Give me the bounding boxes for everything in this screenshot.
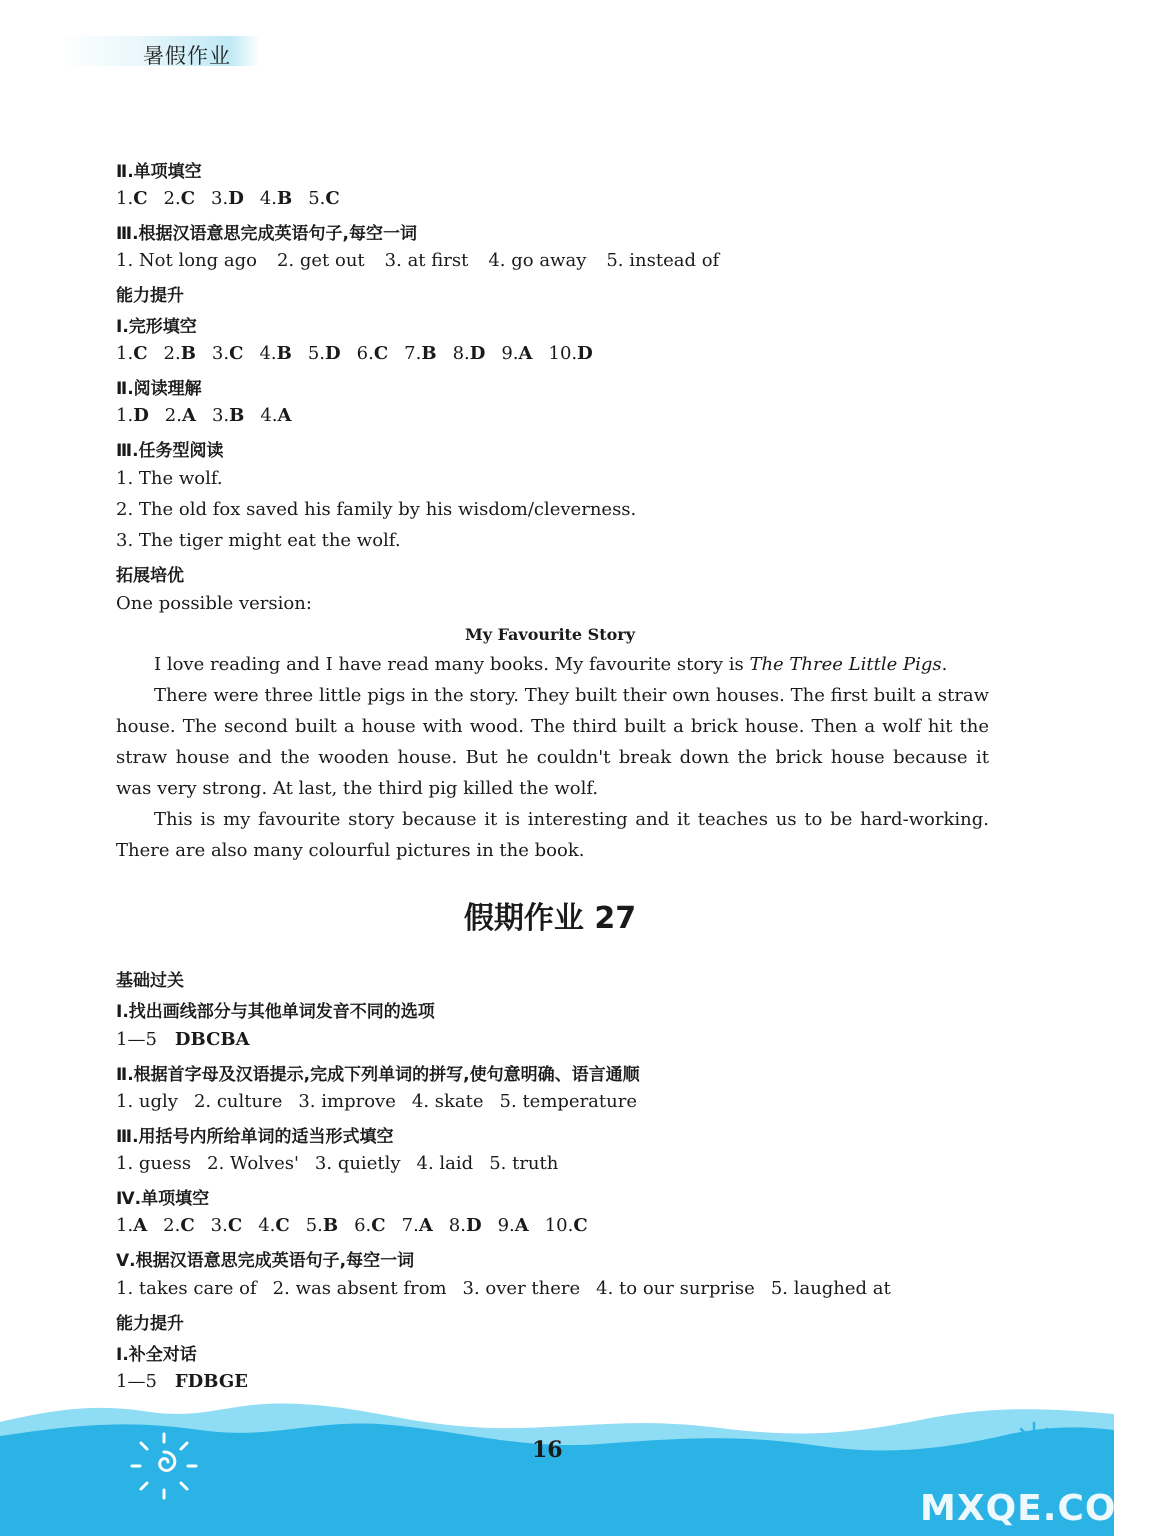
- answers-cloze: [116, 343, 609, 364]
- answer-letter: B: [421, 343, 437, 364]
- answer-item: 3. quietly: [314, 1153, 401, 1174]
- answer-number: 2.: [163, 188, 181, 209]
- answer-item: 1. takes care of: [116, 1278, 257, 1299]
- answer-item: 3. improve: [298, 1091, 396, 1112]
- answer-item: [258, 1215, 290, 1236]
- task-answer-2: 2. The old fox saved his family by his wisdom/cleverness.: [116, 499, 637, 520]
- answer-letter: D: [228, 188, 244, 209]
- answer-letter: B: [229, 405, 245, 426]
- answer-number: 7.: [404, 343, 422, 364]
- answer-item: [545, 1215, 588, 1236]
- heading-phonics: Ⅰ.找出画线部分与其他单词发音不同的选项: [116, 1002, 435, 1022]
- answers-translate-2: [116, 1278, 907, 1299]
- answer-number: 1.: [116, 188, 134, 209]
- answer-letter: A: [133, 1215, 148, 1236]
- essay-p1-book-title: The Three Little Pigs: [749, 654, 942, 675]
- answer-number: 7.: [401, 1215, 419, 1236]
- answer-letter: A: [518, 343, 533, 364]
- answer-item: 4. laid: [416, 1153, 474, 1174]
- answer-item: [165, 405, 196, 426]
- answer-letter: D: [465, 1215, 482, 1236]
- heading-extend: 拓展培优: [116, 566, 184, 586]
- answer-item: [116, 343, 148, 364]
- answer-item: [212, 405, 244, 426]
- answer-number: 8.: [452, 343, 470, 364]
- answer-letter: C: [180, 1215, 195, 1236]
- answer-number: 9.: [497, 1215, 515, 1236]
- answer-item: 5. temperature: [499, 1091, 637, 1112]
- essay-paragraph-3: This is my favourite story because it is interesting and it teaches us to be hard-working. There are also many colourful pictures in the book.: [116, 809, 989, 861]
- essay-p1-text: I love reading and I have read many books. My favourite story is: [154, 654, 750, 675]
- header-title: 暑假作业: [143, 44, 231, 68]
- answer-item: [402, 1215, 433, 1236]
- answer-item: [498, 1215, 529, 1236]
- answer-letter: D: [325, 343, 341, 364]
- answer-letter: A: [514, 1215, 529, 1236]
- heading-forms: Ⅲ.用括号内所给单词的适当形式填空: [116, 1127, 394, 1147]
- answer-item: [211, 188, 244, 209]
- task-answer-3: 3. The tiger might eat the wolf.: [116, 530, 401, 551]
- answer-item: [501, 343, 532, 364]
- answer-number: 1.: [116, 1215, 134, 1236]
- answer-item: [354, 1215, 386, 1236]
- answer-item: 5. truth: [489, 1153, 559, 1174]
- answer-letter: C: [180, 188, 196, 209]
- answer-item: 4. to our surprise: [596, 1278, 755, 1299]
- sun-icon-small: [1012, 1420, 1056, 1464]
- answer-item: [449, 1215, 482, 1236]
- answer-number: 9.: [501, 343, 519, 364]
- answer-item: 1. Not long ago: [116, 250, 257, 271]
- answer-number: 5.: [308, 188, 326, 209]
- answer-number: 8.: [448, 1215, 466, 1236]
- answers-phonics: [116, 1029, 250, 1050]
- answer-number: 5.: [305, 1215, 323, 1236]
- heading-single-choice-2: Ⅳ.单项填空: [116, 1189, 210, 1209]
- essay-paragraph-2: There were three little pigs in the story. They built their own houses. The first built a straw house. The second built a house with wood. The third built a brick house. Then a wolf hit the straw house and the wooden house. But he couldn't break down the brick house because it was very strong. At last, the third pig killed the wolf.: [116, 685, 989, 799]
- answer-item: 5. instead of: [606, 250, 720, 271]
- answer-item: 3. over there: [462, 1278, 581, 1299]
- answer-item: [308, 188, 340, 209]
- answer-letter: C: [371, 1215, 386, 1236]
- heading-translate-2: Ⅴ.根据汉语意思完成英语句子,每空一词: [116, 1251, 415, 1271]
- answers-forms: [116, 1153, 574, 1174]
- answer-item: [453, 343, 486, 364]
- answer-letter: A: [418, 1215, 433, 1236]
- answer-letter: B: [322, 1215, 339, 1236]
- phonics-range: 1—5: [116, 1029, 157, 1050]
- answer-item: [164, 343, 196, 364]
- answer-item: 5. laughed at: [770, 1278, 891, 1299]
- answer-item: 2. culture: [193, 1091, 283, 1112]
- heading-reading: Ⅱ.阅读理解: [116, 379, 202, 399]
- answer-letter: D: [133, 405, 149, 426]
- dialog-answer: FDBGE: [174, 1371, 248, 1392]
- answer-letter: C: [373, 343, 389, 364]
- watermark: MXQE.COM: [920, 1488, 1153, 1529]
- answer-item: [211, 1215, 243, 1236]
- answer-letter: C: [133, 188, 148, 209]
- answer-number: 3.: [210, 1215, 228, 1236]
- answer-item: [212, 343, 244, 364]
- answers-spelling: [116, 1091, 653, 1112]
- answer-item: [260, 188, 292, 209]
- answer-number: 4.: [259, 188, 278, 209]
- answer-letter: B: [277, 188, 293, 209]
- answer-number: 4.: [260, 405, 278, 426]
- answer-number: 4.: [258, 1215, 276, 1236]
- answer-letter: C: [227, 1215, 243, 1236]
- answer-letter: C: [325, 188, 340, 209]
- answer-number: 3.: [211, 405, 230, 426]
- answer-letter: C: [229, 343, 244, 364]
- answers-translate: [116, 250, 739, 271]
- answer-item: [357, 343, 389, 364]
- answers-reading: [116, 405, 308, 426]
- answer-letter: B: [180, 343, 196, 364]
- answer-item: [163, 1215, 195, 1236]
- assignment-title: 假期作业 27: [463, 901, 637, 936]
- page-number: 16: [532, 1437, 563, 1463]
- answer-item: [308, 343, 341, 364]
- answer-item: [164, 188, 196, 209]
- heading-ability-2: 能力提升: [116, 1314, 184, 1334]
- answer-item: [306, 1215, 338, 1236]
- answer-letter: B: [276, 343, 292, 364]
- phonics-answer: DBCBA: [174, 1029, 250, 1050]
- essay-title: My Favourite Story: [464, 625, 636, 644]
- version-label: One possible version:: [116, 593, 312, 614]
- answer-item: [259, 343, 291, 364]
- answer-number: 4.: [259, 343, 277, 364]
- dialog-range: 1—5: [116, 1371, 157, 1392]
- answer-number: 2.: [163, 343, 181, 364]
- answer-number: 5.: [307, 343, 326, 364]
- answer-item: [404, 343, 436, 364]
- heading-single-choice: Ⅱ.单项填空: [116, 162, 202, 182]
- answer-item: 3. at first: [384, 250, 469, 271]
- answer-number: 3.: [211, 343, 230, 364]
- answer-item: 1. ugly: [116, 1091, 178, 1112]
- essay-p1-end: .: [941, 654, 948, 675]
- answer-item: 2. get out: [276, 250, 365, 271]
- answer-item: 4. skate: [411, 1091, 484, 1112]
- answer-number: 6.: [356, 343, 374, 364]
- answer-item: [116, 405, 149, 426]
- answer-item: 2. Wolves': [207, 1153, 299, 1174]
- answer-letter: C: [275, 1215, 290, 1236]
- answers-single-choice-2: [116, 1215, 604, 1236]
- answer-letter: C: [573, 1215, 588, 1236]
- heading-spelling: Ⅱ.根据首字母及汉语提示,完成下列单词的拼写,使句意明确、语言通顺: [116, 1065, 640, 1085]
- essay-paragraph-1: [116, 649, 989, 680]
- answer-number: 2.: [164, 405, 182, 426]
- answer-letter: A: [181, 405, 196, 426]
- answer-item: 1. guess: [116, 1153, 192, 1174]
- heading-ability: 能力提升: [116, 286, 184, 306]
- answer-letter: D: [469, 343, 486, 364]
- answer-item: [260, 405, 291, 426]
- answer-item: [549, 343, 593, 364]
- answers-dialog: [116, 1371, 248, 1392]
- answer-number: 6.: [354, 1215, 372, 1236]
- answers-single-choice: [116, 188, 356, 209]
- answer-number: 3.: [211, 188, 229, 209]
- answer-number: 10.: [548, 343, 578, 364]
- answer-item: 4. go away: [488, 250, 587, 271]
- heading-basic: 基础过关: [116, 971, 184, 991]
- answer-number: 1.: [116, 405, 134, 426]
- heading-task-reading: Ⅲ.任务型阅读: [116, 441, 224, 461]
- heading-translate: Ⅲ.根据汉语意思完成英语句子,每空一词: [116, 224, 417, 244]
- answer-item: [116, 1215, 147, 1236]
- answer-letter: C: [133, 343, 148, 364]
- heading-dialog: Ⅰ.补全对话: [116, 1345, 197, 1365]
- answer-item: 2. was absent from: [272, 1278, 447, 1299]
- heading-cloze: Ⅰ.完形填空: [116, 317, 197, 337]
- answer-number: 1.: [116, 343, 134, 364]
- answer-letter: A: [277, 405, 292, 426]
- answer-number: 2.: [163, 1215, 181, 1236]
- answer-number: 10.: [544, 1215, 574, 1236]
- answer-item: [116, 188, 148, 209]
- task-answer-1: 1. The wolf.: [116, 468, 223, 489]
- sun-icon: [128, 1430, 200, 1502]
- answer-letter: D: [577, 343, 593, 364]
